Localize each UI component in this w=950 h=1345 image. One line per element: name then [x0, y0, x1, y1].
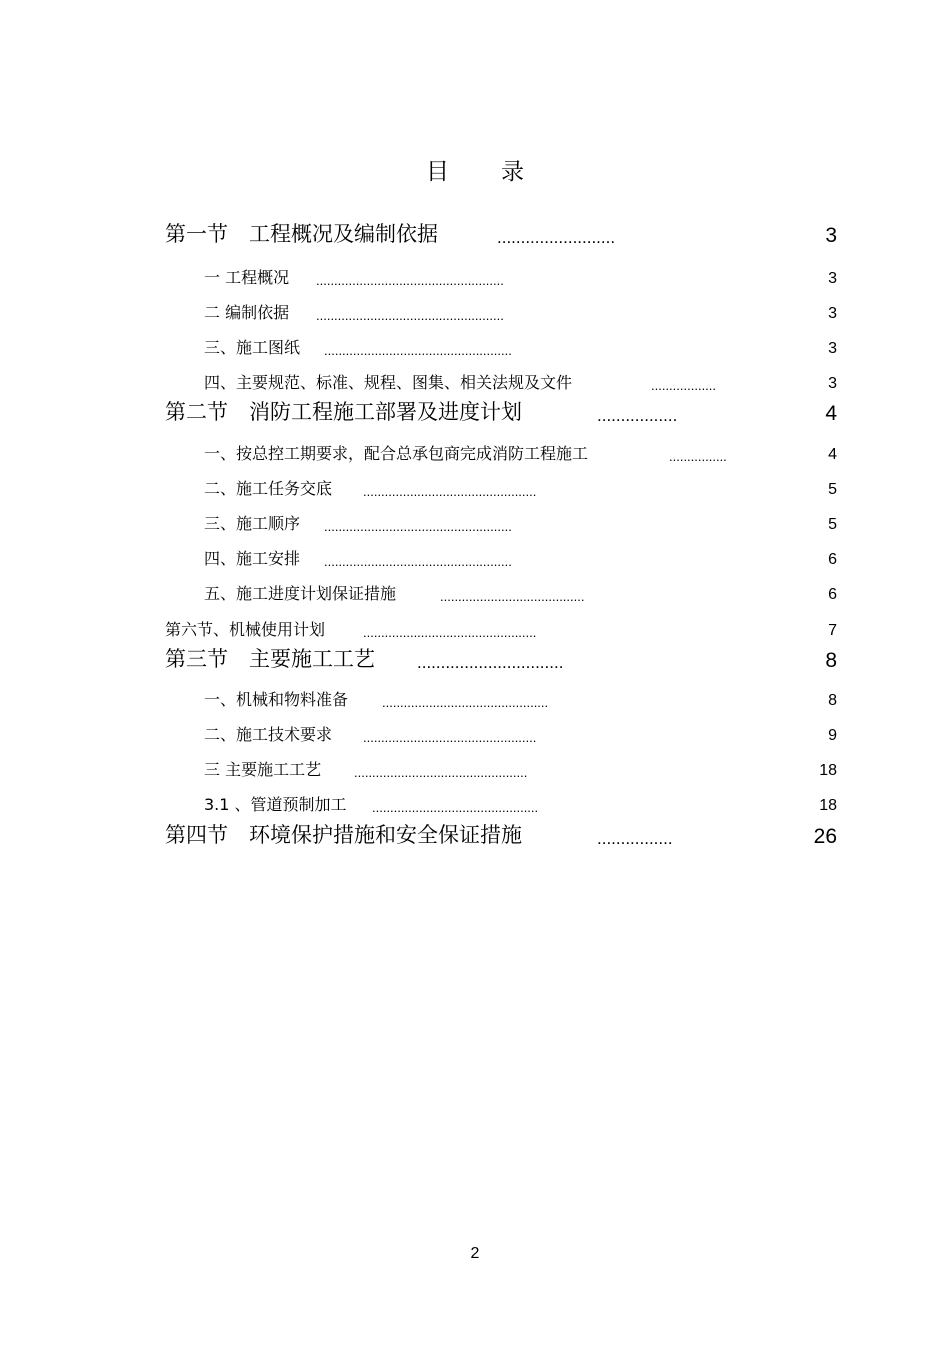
toc-subsection-row — [0, 684, 950, 714]
toc-entry-leader-dots: ................................................ — [363, 625, 537, 640]
toc-subsection-row — [0, 789, 950, 819]
toc-entry-label: 四、主要规范、标准、规程、图集、相关法规及文件 — [204, 373, 573, 392]
toc-entry-label: 二 编制依据 — [204, 303, 290, 322]
toc-subsection-row — [0, 297, 950, 327]
toc-entry-label: 3.1 、管道预制加工 — [204, 795, 347, 814]
toc-entry-leader-dots: ......................... — [497, 228, 616, 247]
toc-subsection-row — [0, 578, 950, 608]
toc-entry-label: 第三节 主要施工工艺 — [165, 647, 375, 671]
toc-entry-label: 第二节 消防工程施工部署及进度计划 — [165, 400, 522, 424]
toc-entry-label: 第六节、机械使用计划 — [165, 620, 326, 639]
toc-entry-leader-dots: .................................................... — [316, 273, 504, 288]
toc-entry-page-number: 3 — [825, 224, 837, 247]
toc-entry-page-number: 5 — [828, 516, 837, 533]
toc-entry-label: 一、机械和物料准备 — [204, 690, 349, 709]
toc-subsection-row — [0, 754, 950, 784]
toc-entry-leader-dots: ................................................ — [363, 730, 537, 745]
toc-entry-leader-dots: .................................................... — [324, 554, 512, 569]
toc-entry-label: 第四节 环境保护措施和安全保证措施 — [165, 823, 522, 847]
toc-entry-leader-dots: .................................................... — [324, 519, 512, 534]
toc-subsection-row — [0, 473, 950, 503]
toc-entry-page-number: 3 — [828, 340, 837, 357]
toc-subsection-row — [0, 262, 950, 292]
toc-section-row — [0, 647, 950, 677]
toc-entry-leader-dots: ........................................ — [440, 589, 585, 604]
toc-entry-page-number: 26 — [813, 825, 837, 848]
toc-entry-page-number: 3 — [828, 270, 837, 287]
toc-entry-leader-dots: .............................................. — [382, 695, 549, 710]
toc-subsection-row — [0, 543, 950, 573]
toc-title: 目录 — [426, 159, 576, 185]
toc-entry-label: 三 主要施工工艺 — [204, 760, 322, 779]
toc-entry-page-number: 3 — [828, 305, 837, 322]
toc-entry-page-number: 18 — [819, 797, 837, 814]
toc-entry-page-number: 4 — [828, 446, 837, 463]
toc-entry-leader-dots: .............................................. — [372, 800, 539, 815]
toc-section-row — [0, 400, 950, 430]
toc-subsection-row — [0, 438, 950, 468]
toc-section-row — [0, 222, 950, 252]
toc-entry-page-number: 6 — [828, 586, 837, 603]
toc-entry-page-number: 5 — [828, 481, 837, 498]
toc-entry-label: 一 工程概况 — [204, 268, 290, 287]
toc-entry-label: 二、施工任务交底 — [204, 479, 333, 498]
toc-entry-label: 三、施工顺序 — [204, 514, 301, 533]
toc-entry-page-number: 4 — [825, 402, 837, 425]
toc-entry-leader-dots: ................................................ — [363, 484, 537, 499]
toc-entry-label: 三、施工图纸 — [204, 338, 301, 357]
toc-subsection-row — [0, 614, 950, 644]
toc-entry-label: 第一节 工程概况及编制依据 — [165, 222, 438, 246]
toc-entry-label: 五、施工进度计划保证措施 — [204, 584, 397, 603]
toc-entry-page-number: 7 — [828, 622, 837, 639]
toc-subsection-row — [0, 367, 950, 397]
toc-entry-page-number: 9 — [828, 727, 837, 744]
toc-entry-page-number: 8 — [825, 649, 837, 672]
toc-entry-label: 一、按总控工期要求，配合总承包商完成消防工程施工 — [204, 444, 589, 463]
toc-entry-page-number: 8 — [828, 692, 837, 709]
toc-entry-page-number: 3 — [828, 375, 837, 392]
toc-entry-label: 二、施工技术要求 — [204, 725, 333, 744]
toc-entry-leader-dots: ................. — [597, 406, 678, 425]
toc-entry-leader-dots: ............................... — [417, 653, 564, 672]
toc-entry-leader-dots: .................................................... — [324, 343, 512, 358]
toc-entry-label: 四、施工安排 — [204, 549, 301, 568]
toc-entry-leader-dots: ................ — [597, 829, 673, 848]
toc-subsection-row — [0, 332, 950, 362]
toc-entry-leader-dots: ................ — [669, 449, 727, 464]
toc-subsection-row — [0, 508, 950, 538]
toc-entry-leader-dots: ................................................ — [354, 765, 528, 780]
page-number: 2 — [470, 1245, 480, 1262]
toc-section-row — [0, 823, 950, 853]
toc-subsection-row — [0, 719, 950, 749]
toc-entry-leader-dots: .................................................... — [316, 308, 504, 323]
toc-entry-page-number: 18 — [819, 762, 837, 779]
toc-entry-leader-dots: .................. — [651, 378, 717, 393]
toc-entry-page-number: 6 — [828, 551, 837, 568]
